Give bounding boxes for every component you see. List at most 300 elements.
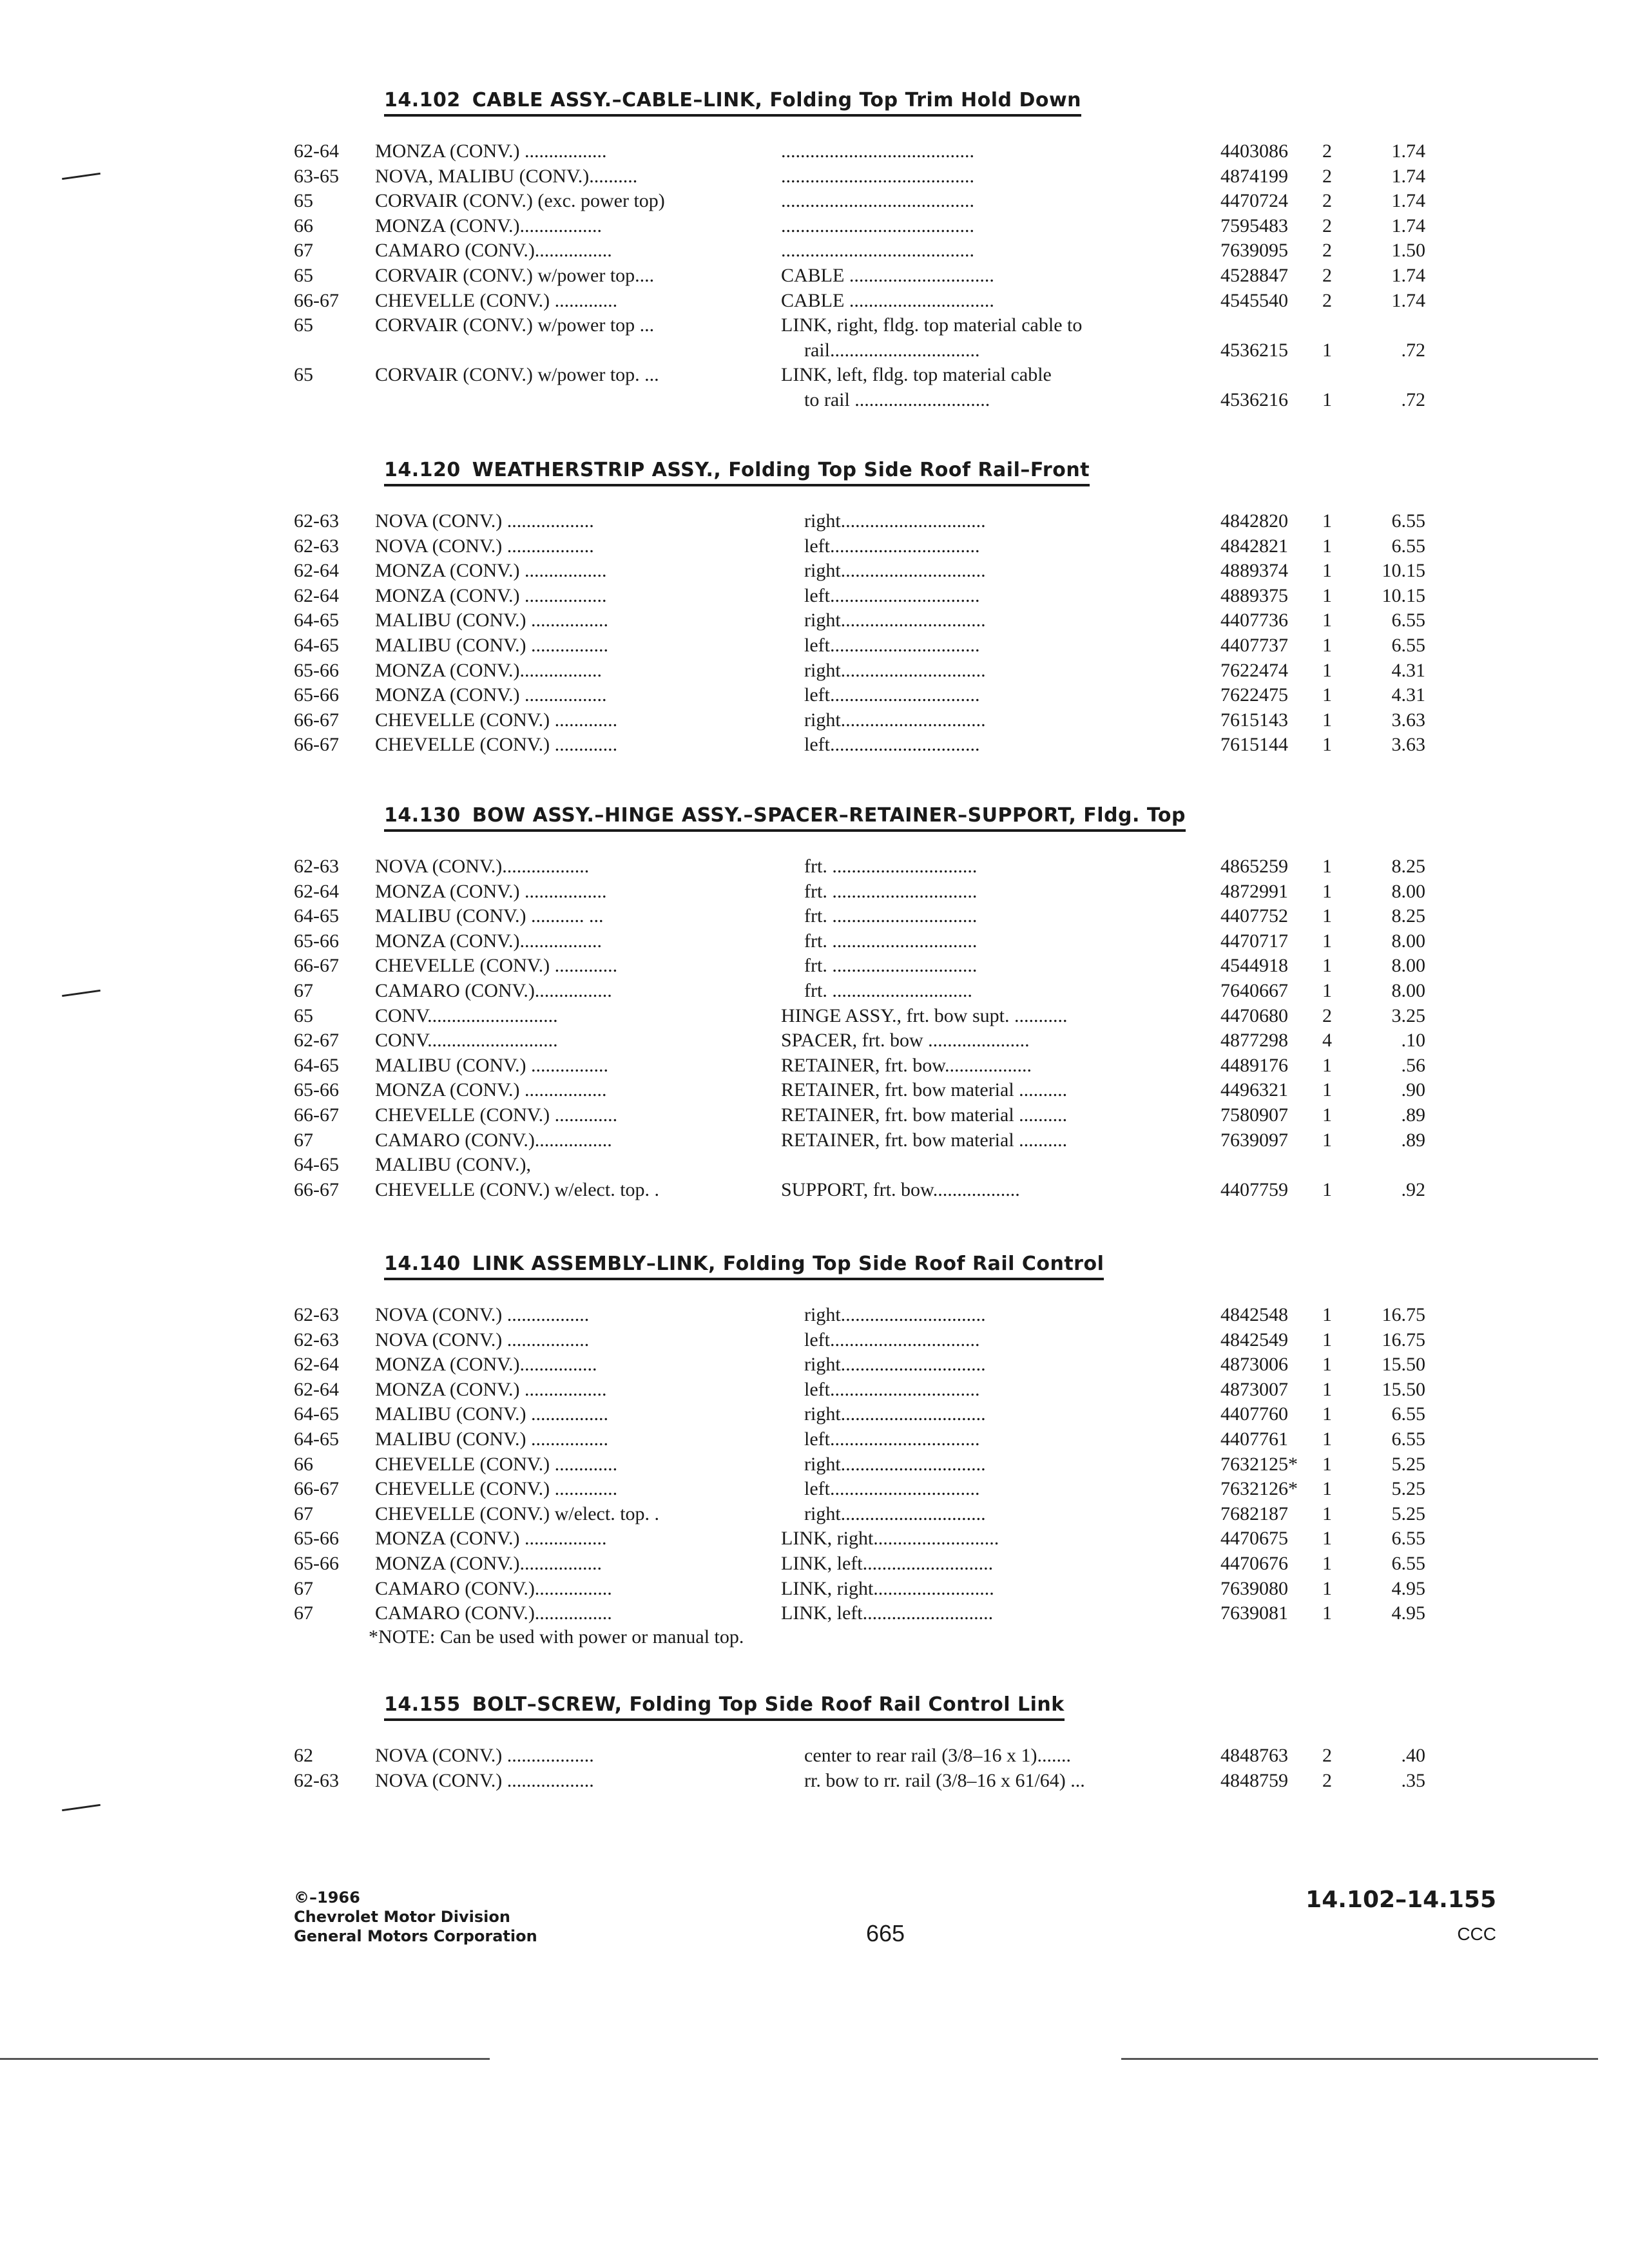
- part-description: frt. ..............................: [804, 955, 978, 977]
- part-number: 7580907: [1220, 1104, 1288, 1126]
- part-number: 4528847: [1220, 265, 1288, 286]
- part-description: left...............................: [804, 635, 980, 656]
- model-name: CORVAIR (CONV.) w/power top ...: [375, 314, 655, 336]
- model-year: 66-67: [294, 709, 339, 731]
- part-number: 4865259: [1220, 856, 1288, 877]
- model-year: 63-65: [294, 165, 339, 187]
- part-number: 4874199: [1220, 165, 1288, 187]
- quantity: 1: [1322, 1354, 1332, 1376]
- model-year: 65-66: [294, 930, 339, 952]
- part-number: 4470676: [1220, 1553, 1288, 1574]
- table-row: [0, 1303, 1629, 1327]
- price: .72: [1401, 339, 1425, 361]
- model-name: MALIBU (CONV.) ................: [375, 610, 608, 631]
- price: 16.75: [1382, 1304, 1425, 1325]
- part-number: 4407737: [1220, 635, 1288, 656]
- part-number: 4873007: [1220, 1378, 1288, 1400]
- model-year: 66-67: [294, 1478, 339, 1500]
- part-description: LINK, right..........................: [781, 1528, 999, 1550]
- model-name: CORVAIR (CONV.) w/power top....: [375, 265, 655, 286]
- model-year: 67: [294, 1503, 313, 1524]
- quantity: 1: [1322, 1453, 1332, 1475]
- footer-publisher: [294, 1888, 537, 1946]
- bottom-rule-left: [0, 2058, 490, 2060]
- model-year: 67: [294, 1129, 313, 1151]
- part-description: right..............................: [804, 560, 986, 582]
- table-row: [0, 1378, 1629, 1402]
- part-description: right..............................: [804, 1453, 986, 1475]
- model-year: 66-67: [294, 734, 339, 756]
- price: 6.55: [1391, 1428, 1425, 1450]
- part-number: 4842549: [1220, 1329, 1288, 1350]
- quantity: 1: [1322, 905, 1332, 927]
- model-name: CHEVELLE (CONV.) .............: [375, 1478, 618, 1500]
- model-name: CORVAIR (CONV.) (exc. power top): [375, 190, 665, 212]
- part-description: HINGE ASSY., frt. bow supt. ...........: [781, 1004, 1068, 1026]
- table-row: [0, 979, 1629, 1003]
- model-name: NOVA, MALIBU (CONV.)..........: [375, 165, 638, 187]
- quantity: 1: [1322, 684, 1332, 706]
- part-number: 7639097: [1220, 1129, 1288, 1151]
- price: 6.55: [1391, 1553, 1425, 1574]
- table-row: [0, 509, 1629, 533]
- table-row: [0, 1128, 1629, 1153]
- model-year: 65: [294, 265, 313, 286]
- price: 3.63: [1391, 734, 1425, 756]
- part-number: 4877298: [1220, 1030, 1288, 1052]
- model-name: MONZA (CONV.) .................: [375, 880, 607, 902]
- model-name: MONZA (CONV.).................: [375, 1553, 602, 1574]
- quantity: 1: [1322, 930, 1332, 952]
- table-row: [0, 164, 1629, 189]
- model-year: 66-67: [294, 1178, 339, 1200]
- table-row: [0, 1744, 1629, 1768]
- model-name: NOVA (CONV.) ..................: [375, 535, 594, 557]
- section-number: 14.140: [384, 1253, 461, 1275]
- table-row: [0, 683, 1629, 707]
- model-name: NOVA (CONV.) ..................: [375, 1769, 594, 1791]
- part-number: 4544918: [1220, 955, 1288, 977]
- table-row: [0, 1078, 1629, 1102]
- part-description: left...............................: [804, 1378, 980, 1400]
- table-row: [0, 1103, 1629, 1128]
- model-year: 65: [294, 314, 313, 336]
- quantity: 1: [1322, 535, 1332, 557]
- model-name: NOVA (CONV.)..................: [375, 856, 590, 877]
- table-row: [0, 264, 1629, 288]
- model-name: CHEVELLE (CONV.) .............: [375, 955, 618, 977]
- table-row: [0, 1477, 1629, 1501]
- table-row: [0, 879, 1629, 904]
- price: 6.55: [1391, 610, 1425, 631]
- section-heading: [384, 1693, 1065, 1721]
- part-description: rail...............................: [804, 339, 980, 361]
- quantity: 1: [1322, 709, 1332, 731]
- part-description: frt. ..............................: [804, 905, 978, 927]
- part-number: 4536216: [1220, 389, 1288, 410]
- section-number: 14.130: [384, 804, 461, 827]
- table-row: [0, 388, 1629, 412]
- table-row: [0, 1526, 1629, 1551]
- table-row: [0, 1053, 1629, 1078]
- part-number: 4889374: [1220, 560, 1288, 582]
- quantity: 1: [1322, 339, 1332, 361]
- quantity: 1: [1322, 1129, 1332, 1151]
- model-name: CHEVELLE (CONV.) .............: [375, 1104, 618, 1126]
- part-description: right..............................: [804, 709, 986, 731]
- model-name: MONZA (CONV.) .................: [375, 1528, 607, 1550]
- price: 8.25: [1391, 905, 1425, 927]
- table-row: [0, 608, 1629, 633]
- part-number: 7632126*: [1220, 1478, 1298, 1500]
- part-number: 7640667: [1220, 980, 1288, 1001]
- part-description: to rail ............................: [804, 389, 990, 410]
- part-number: 4407759: [1220, 1178, 1288, 1200]
- page-number: 665: [866, 1920, 905, 1946]
- price: 16.75: [1382, 1329, 1425, 1350]
- quantity: 2: [1322, 240, 1332, 262]
- quantity: 1: [1322, 510, 1332, 532]
- part-description: LINK, right, fldg. top material cable to: [781, 314, 1083, 336]
- model-name: CONV...........................: [375, 1004, 558, 1026]
- part-number: 4407761: [1220, 1428, 1288, 1450]
- part-description: LINK, left...........................: [781, 1553, 994, 1574]
- table-row: [0, 139, 1629, 164]
- model-year: 62-63: [294, 1769, 339, 1791]
- table-row: [0, 238, 1629, 263]
- part-description: right..............................: [804, 510, 986, 532]
- model-name: CHEVELLE (CONV.) .............: [375, 734, 618, 756]
- model-name: MONZA (CONV.) .................: [375, 1079, 607, 1101]
- part-number: 4842548: [1220, 1304, 1288, 1325]
- model-year: 62-63: [294, 856, 339, 877]
- quantity: 1: [1322, 1378, 1332, 1400]
- quantity: 1: [1322, 1503, 1332, 1524]
- part-number: 7682187: [1220, 1503, 1288, 1524]
- price: 5.25: [1391, 1503, 1425, 1524]
- table-row: [0, 338, 1629, 363]
- model-name: MONZA (CONV.) .................: [375, 560, 607, 582]
- quantity: 1: [1322, 1079, 1332, 1101]
- part-description: center to rear rail (3/8–16 x 1).......: [804, 1745, 1072, 1766]
- table-row: [0, 633, 1629, 658]
- model-year: 62-64: [294, 880, 339, 902]
- part-number: 7639081: [1220, 1602, 1288, 1624]
- price: .72: [1401, 389, 1425, 410]
- part-number: 4470724: [1220, 190, 1288, 212]
- model-name: MALIBU (CONV.) ................: [375, 1428, 608, 1450]
- model-year: 65: [294, 1004, 313, 1026]
- section-title: CABLE ASSY.–CABLE–LINK, Folding Top Trim Hold Down: [472, 89, 1082, 111]
- price: 10.15: [1382, 560, 1425, 582]
- part-description: left...............................: [804, 1478, 980, 1500]
- price: 10.15: [1382, 584, 1425, 606]
- section-title: BOW ASSY.–HINGE ASSY.–SPACER–RETAINER–SUPPORT, Fldg. Top: [472, 804, 1186, 827]
- part-number: 7639095: [1220, 240, 1288, 262]
- model-name: MONZA (CONV.) .................: [375, 1378, 607, 1400]
- model-name: MALIBU (CONV.) ........... ...: [375, 905, 604, 927]
- part-description: left...............................: [804, 684, 980, 706]
- part-description: LINK, right.........................: [781, 1577, 994, 1599]
- model-name: NOVA (CONV.) .................: [375, 1329, 590, 1350]
- part-number: 4403086: [1220, 140, 1288, 162]
- table-row: [0, 954, 1629, 978]
- quantity: 1: [1322, 659, 1332, 681]
- table-row: [0, 313, 1629, 338]
- table-row: [0, 1427, 1629, 1452]
- model-name: MONZA (CONV.) .................: [375, 584, 607, 606]
- price: 5.25: [1391, 1453, 1425, 1475]
- part-number: 7595483: [1220, 215, 1288, 236]
- part-description: left...............................: [804, 734, 980, 756]
- table-row: [0, 584, 1629, 608]
- part-description: left...............................: [804, 584, 980, 606]
- margin-mark: [62, 1804, 101, 1811]
- table-row: [0, 363, 1629, 387]
- quantity: 1: [1322, 1577, 1332, 1599]
- table-row: [0, 214, 1629, 238]
- quantity: 2: [1322, 140, 1332, 162]
- quantity: 2: [1322, 1745, 1332, 1766]
- part-number: 7632125*: [1220, 1453, 1298, 1475]
- part-description: frt. ..............................: [804, 880, 978, 902]
- part-number: 4470680: [1220, 1004, 1288, 1026]
- model-year: 64-65: [294, 905, 339, 927]
- quantity: 1: [1322, 1528, 1332, 1550]
- quantity: 1: [1322, 734, 1332, 756]
- quantity: 1: [1322, 1428, 1332, 1450]
- part-number: 7639080: [1220, 1577, 1288, 1599]
- model-year: 62-64: [294, 560, 339, 582]
- model-year: 62: [294, 1745, 313, 1766]
- model-year: 67: [294, 1602, 313, 1624]
- model-name: CAMARO (CONV.)................: [375, 1577, 612, 1599]
- model-year: 65-66: [294, 1079, 339, 1101]
- price: .90: [1401, 1079, 1425, 1101]
- part-number: 4407760: [1220, 1403, 1288, 1425]
- division: Chevrolet Motor Division: [294, 1908, 510, 1926]
- section-number: 14.120: [384, 459, 461, 481]
- model-year: 65: [294, 364, 313, 386]
- price: 4.95: [1391, 1577, 1425, 1599]
- table-row: [0, 1153, 1629, 1177]
- table-row: [0, 1769, 1629, 1793]
- part-description: LINK, left...........................: [781, 1602, 994, 1624]
- table-row: [0, 289, 1629, 313]
- part-description: RETAINER, frt. bow..................: [781, 1054, 1032, 1076]
- price: 8.25: [1391, 856, 1425, 877]
- quantity: 1: [1322, 1054, 1332, 1076]
- quantity: 1: [1322, 856, 1332, 877]
- quantity: 1: [1322, 389, 1332, 410]
- quantity: 1: [1322, 1178, 1332, 1200]
- part-description: CABLE ..............................: [781, 265, 994, 286]
- section-range: 14.102–14.155: [1306, 1887, 1496, 1913]
- table-row: [0, 1452, 1629, 1477]
- model-name: CHEVELLE (CONV.) .............: [375, 709, 618, 731]
- table-row: [0, 1502, 1629, 1526]
- model-name: CAMARO (CONV.)................: [375, 1602, 612, 1624]
- quantity: 2: [1322, 1004, 1332, 1026]
- section-number: 14.155: [384, 1693, 461, 1716]
- section-title: BOLT–SCREW, Folding Top Side Roof Rail Control Link: [472, 1693, 1065, 1716]
- part-description: ........................................: [781, 215, 974, 236]
- model-name: MALIBU (CONV.) ................: [375, 1403, 608, 1425]
- model-year: 67: [294, 1577, 313, 1599]
- section-heading: [384, 1253, 1104, 1280]
- quantity: 1: [1322, 955, 1332, 977]
- table-row: [0, 733, 1629, 757]
- part-number: 4545540: [1220, 289, 1288, 311]
- price: 1.74: [1391, 165, 1425, 187]
- model-name: MONZA (CONV.) .................: [375, 140, 607, 162]
- model-name: CAMARO (CONV.)................: [375, 240, 612, 262]
- part-number: 4470717: [1220, 930, 1288, 952]
- part-description: ........................................: [781, 190, 974, 212]
- price: 8.00: [1391, 930, 1425, 952]
- quantity: 1: [1322, 880, 1332, 902]
- model-year: 64-65: [294, 1428, 339, 1450]
- quantity: 1: [1322, 635, 1332, 656]
- model-name: MONZA (CONV.).................: [375, 930, 602, 952]
- part-number: 4842820: [1220, 510, 1288, 532]
- part-number: 7615144: [1220, 734, 1288, 756]
- model-year: 62-63: [294, 1304, 339, 1325]
- price: 4.95: [1391, 1602, 1425, 1624]
- quantity: 1: [1322, 1329, 1332, 1350]
- model-year: 64-65: [294, 1054, 339, 1076]
- model-name: CORVAIR (CONV.) w/power top. ...: [375, 364, 659, 386]
- part-number: 4889375: [1220, 584, 1288, 606]
- quantity: 2: [1322, 215, 1332, 236]
- price: .40: [1401, 1745, 1425, 1766]
- model-year: 62-64: [294, 140, 339, 162]
- price: 6.55: [1391, 1403, 1425, 1425]
- part-description: left...............................: [804, 535, 980, 557]
- model-year: 65: [294, 190, 313, 212]
- part-number: 4848763: [1220, 1745, 1288, 1766]
- price: 1.74: [1391, 140, 1425, 162]
- model-name: CHEVELLE (CONV.) w/elect. top. .: [375, 1178, 660, 1200]
- model-year: 65-66: [294, 684, 339, 706]
- part-number: 4873006: [1220, 1354, 1288, 1376]
- model-year: 62-64: [294, 1378, 339, 1400]
- price: 6.55: [1391, 510, 1425, 532]
- model-name: CHEVELLE (CONV.) .............: [375, 1453, 618, 1475]
- section-title: LINK ASSEMBLY–LINK, Folding Top Side Roof Rail Control: [472, 1253, 1104, 1275]
- model-year: 66-67: [294, 1104, 339, 1126]
- quantity: 1: [1322, 1602, 1332, 1624]
- table-row: [0, 708, 1629, 733]
- price: 4.31: [1391, 659, 1425, 681]
- table-row: [0, 1601, 1629, 1626]
- part-description: rr. bow to rr. rail (3/8–16 x 61/64) ...: [804, 1769, 1085, 1791]
- model-year: 62-63: [294, 535, 339, 557]
- part-description: right..............................: [804, 1304, 986, 1325]
- table-row: [0, 854, 1629, 879]
- model-year: 62-64: [294, 584, 339, 606]
- model-name: CAMARO (CONV.)................: [375, 1129, 612, 1151]
- table-row: [0, 1328, 1629, 1352]
- part-number: 4407752: [1220, 905, 1288, 927]
- copyright: ©–1966: [294, 1888, 360, 1907]
- price: 1.74: [1391, 265, 1425, 286]
- part-number: 7615143: [1220, 709, 1288, 731]
- part-description: LINK, left, fldg. top material cable: [781, 364, 1052, 386]
- table-row: [0, 1552, 1629, 1576]
- part-description: ........................................: [781, 240, 974, 262]
- part-description: RETAINER, frt. bow material ..........: [781, 1129, 1068, 1151]
- model-year: 62-63: [294, 1329, 339, 1350]
- part-description: RETAINER, frt. bow material ..........: [781, 1104, 1068, 1126]
- model-year: 64-65: [294, 1154, 339, 1176]
- price: 1.74: [1391, 289, 1425, 311]
- price: 6.55: [1391, 1528, 1425, 1550]
- table-row: [0, 559, 1629, 583]
- price: 4.31: [1391, 684, 1425, 706]
- table-row: [0, 904, 1629, 928]
- model-year: 62-63: [294, 510, 339, 532]
- model-name: MONZA (CONV.).................: [375, 215, 602, 236]
- price: 15.50: [1382, 1354, 1425, 1376]
- part-number: 4489176: [1220, 1054, 1288, 1076]
- quantity: 2: [1322, 165, 1332, 187]
- price: 15.50: [1382, 1378, 1425, 1400]
- quantity: 1: [1322, 1553, 1332, 1574]
- price: .89: [1401, 1129, 1425, 1151]
- price: 8.00: [1391, 955, 1425, 977]
- quantity: 1: [1322, 560, 1332, 582]
- model-name: NOVA (CONV.) .................: [375, 1304, 590, 1325]
- table-row: [0, 1004, 1629, 1028]
- model-name: MONZA (CONV.) .................: [375, 684, 607, 706]
- model-year: 66: [294, 1453, 313, 1475]
- price: 1.74: [1391, 215, 1425, 236]
- quantity: 1: [1322, 610, 1332, 631]
- price: 3.63: [1391, 709, 1425, 731]
- model-year: 62-67: [294, 1030, 339, 1052]
- part-number: 4407736: [1220, 610, 1288, 631]
- price: 6.55: [1391, 635, 1425, 656]
- part-number: 7622474: [1220, 659, 1288, 681]
- section-note: *NOTE: Can be used with power or manual top.: [369, 1626, 744, 1648]
- model-year: 62-64: [294, 1354, 339, 1376]
- part-description: CABLE ..............................: [781, 289, 994, 311]
- part-description: frt. .............................: [804, 980, 972, 1001]
- model-year: 64-65: [294, 635, 339, 656]
- model-year: 64-65: [294, 610, 339, 631]
- model-name: CHEVELLE (CONV.) w/elect. top. .: [375, 1503, 660, 1524]
- model-name: MALIBU (CONV.),: [375, 1154, 531, 1176]
- model-name: NOVA (CONV.) ..................: [375, 510, 594, 532]
- part-number: 4848759: [1220, 1769, 1288, 1791]
- part-description: left...............................: [804, 1329, 980, 1350]
- part-description: ........................................: [781, 140, 974, 162]
- price: .35: [1401, 1769, 1425, 1791]
- part-description: left...............................: [804, 1428, 980, 1450]
- model-year: 65-66: [294, 659, 339, 681]
- section-title: WEATHERSTRIP ASSY., Folding Top Side Roof Rail–Front: [472, 459, 1090, 481]
- table-row: [0, 1178, 1629, 1202]
- model-name: NOVA (CONV.) ..................: [375, 1745, 594, 1766]
- table-row: [0, 658, 1629, 683]
- part-description: SPACER, frt. bow .....................: [781, 1030, 1030, 1052]
- model-year: 67: [294, 240, 313, 262]
- table-row: [0, 1577, 1629, 1601]
- part-description: right..............................: [804, 659, 986, 681]
- quantity: 2: [1322, 289, 1332, 311]
- model-year: 66-67: [294, 955, 339, 977]
